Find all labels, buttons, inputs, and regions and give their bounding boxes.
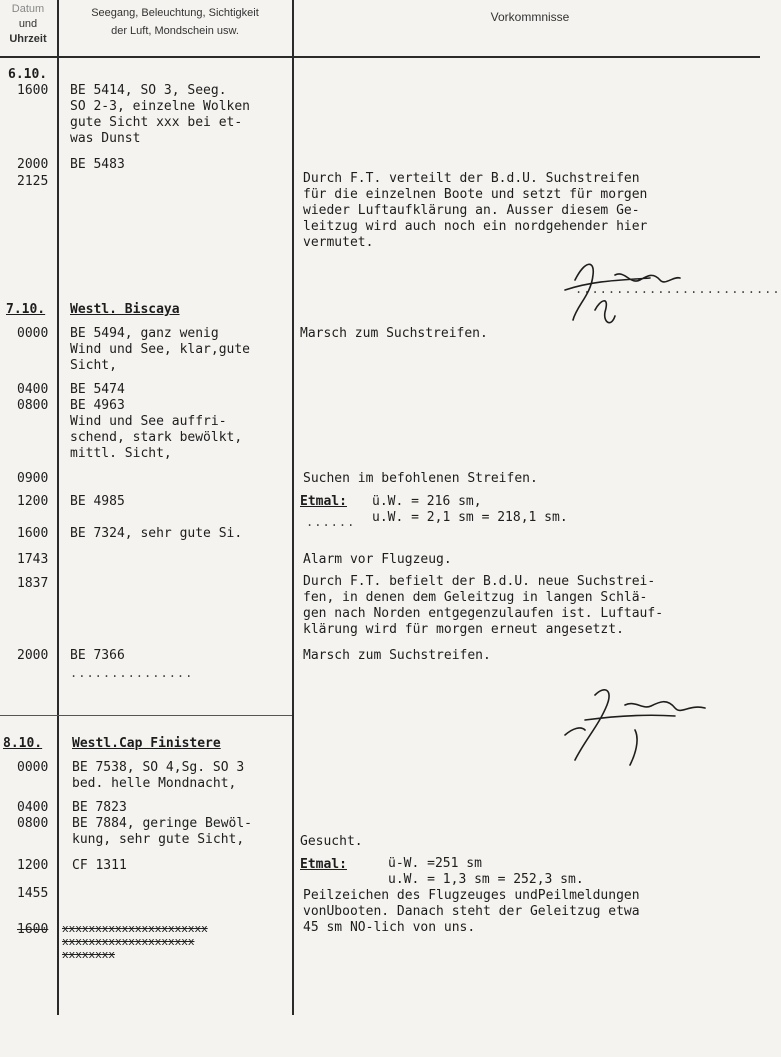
header-and-label: und xyxy=(18,18,38,30)
entry-time: 0800 xyxy=(17,398,49,413)
entry-conditions: BE 5483 xyxy=(70,157,125,172)
header-date-label: Datum xyxy=(11,3,45,15)
entry-time: 1837 xyxy=(17,576,49,591)
entry-time: 1200 xyxy=(17,494,49,509)
dotted-leader: ............... xyxy=(70,666,194,680)
entry-event: ü-W. =251 sm u.W. = 1,3 sm = 252,3 sm. xyxy=(388,856,584,887)
entry-time: 7.10. xyxy=(6,302,46,317)
entry-time: 1600 xyxy=(17,526,49,541)
entry-conditions: BE 7884, geringe Bewöl- kung, sehr gute Sicht, xyxy=(72,816,253,847)
entry-conditions: BE 7366 xyxy=(70,648,125,663)
header-conditions-line2: der Luft, Mondschein usw. xyxy=(111,25,239,37)
entry-conditions-struck: xxxxxxxxxxxxxxxxxxxxxx xxxxxxxxxxxxxxxxxxxx xxxxxxxx xyxy=(62,922,208,961)
entry-time: 8.10. xyxy=(3,736,43,751)
header-conditions-line1: Seegang, Beleuchtung, Sichtigkeit xyxy=(91,7,259,19)
header-date-time xyxy=(0,2,56,47)
entry-time: 1743 xyxy=(17,552,49,567)
entry-conditions: BE 4963 Wind und See auffri- schend, stark bewölkt, mittl. Sicht, xyxy=(70,398,243,461)
entry-event: ü.W. = 216 sm, u.W. = 2,1 sm = 218,1 sm. xyxy=(372,494,568,525)
entry-time: 0900 xyxy=(17,471,49,486)
entry-time: 1600 xyxy=(17,83,49,98)
entry-event: Durch F.T. verteilt der B.d.U. Suchstreifen für die einzelnen Boote und setzt für morgen wieder Luftaufklärung an. Ausser diesem Ge- leitzug wird auch noch ein nordgehender hier vermutet. xyxy=(303,171,648,250)
entry-conditions: BE 7538, SO 4,Sg. SO 3 bed. helle Mondnacht, xyxy=(72,760,245,791)
header-events-label: Vorkommnisse xyxy=(490,10,570,24)
column-divider-left xyxy=(57,0,59,1015)
entry-time: 1600 xyxy=(17,922,49,937)
etmal-label: Etmal: xyxy=(300,857,347,872)
entry-conditions: BE 7823 xyxy=(72,800,127,815)
entry-event: Gesucht. xyxy=(300,834,363,849)
signature xyxy=(555,680,755,770)
entry-conditions: CF 1311 xyxy=(72,858,127,873)
entry-event: Alarm vor Flugzeug. xyxy=(303,552,452,567)
header-conditions xyxy=(60,4,290,40)
entry-time: 0400 xyxy=(17,382,49,397)
dotted-leader: ...... xyxy=(306,515,356,529)
entry-time: 2000 xyxy=(17,648,49,663)
entry-location: Westl.Cap Finistere xyxy=(72,736,221,751)
entry-time: 1200 xyxy=(17,858,49,873)
entry-conditions: BE 4985 xyxy=(70,494,125,509)
entry-time: 2125 xyxy=(17,174,49,189)
entry-time: 6.10. xyxy=(8,67,48,82)
entry-conditions: BE 5474 xyxy=(70,382,125,397)
entry-conditions: BE 7324, sehr gute Si. xyxy=(70,526,243,541)
entry-time: 0000 xyxy=(17,760,49,775)
entry-conditions: BE 5494, ganz wenig Wind und See, klar,gute Sicht, xyxy=(70,326,251,373)
entry-time: 0400 xyxy=(17,800,49,815)
header-time-label: Uhrzeit xyxy=(9,33,47,45)
header-rule xyxy=(0,56,760,58)
header-events xyxy=(300,8,760,26)
entry-time: 1455 xyxy=(17,886,49,901)
entry-event: Durch F.T. befielt der B.d.U. neue Suchstrei- fen, in denen dem Geleitzug in langen Schlä- gen nach Norden entgegenzulaufen ist. Luftauf- klärung wird für morgen erneut angesetzt. xyxy=(303,574,664,637)
entry-time: 0800 xyxy=(17,816,49,831)
entry-event: Marsch zum Suchstreifen. xyxy=(303,648,491,663)
signature xyxy=(555,250,745,335)
dotted-leader: ......................... xyxy=(575,282,781,296)
entry-event: Suchen im befohlenen Streifen. xyxy=(303,471,538,486)
entry-event: Peilzeichen des Flugzeuges undPeilmeldungen vonUbooten. Danach steht der Geleitzug etwa 45 sm NO-lich von uns. xyxy=(303,888,640,935)
etmal-label: Etmal: xyxy=(300,494,347,509)
entry-time: 0000 xyxy=(17,326,49,341)
column-divider-right xyxy=(292,0,294,1015)
day-separator xyxy=(0,715,292,716)
entry-conditions: BE 5414, SO 3, Seeg. SO 2-3, einzelne Wolken gute Sicht xxx bei et- was Dunst xyxy=(70,83,251,146)
entry-location: Westl. Biscaya xyxy=(70,302,180,317)
entry-time: 2000 xyxy=(17,157,49,172)
entry-event: Marsch zum Suchstreifen. xyxy=(300,326,488,341)
